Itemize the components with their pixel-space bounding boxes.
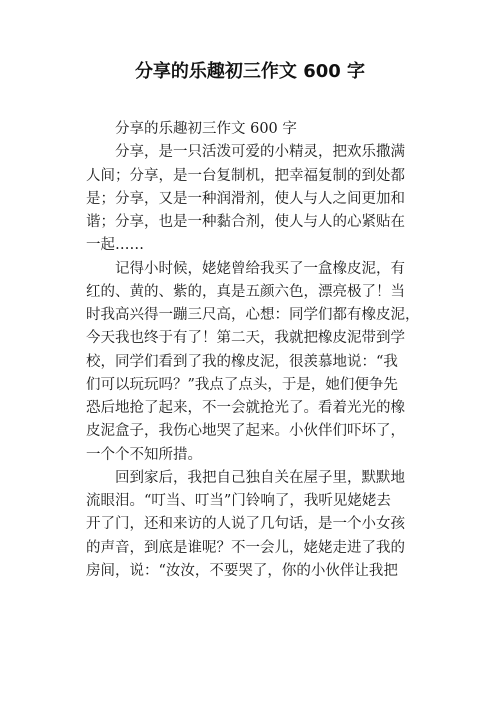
essay-body bbox=[86, 118, 426, 583]
document-title: 分享的乐趣初三作文 600 字 bbox=[134, 61, 366, 82]
text-line: 皮泥盒子，我伤心地哭了起来。小伙伴们吓坏了， bbox=[86, 423, 405, 440]
text-line: 校，同学们看到了我的橡皮泥，很羡慕地说：“我 bbox=[86, 353, 398, 370]
text-line: 红的、黄的、紫的，真是五颜六色，漂亮极了！当 bbox=[86, 283, 405, 300]
text-line: 时我高兴得一蹦三尺高，心想：同学们都有橡皮泥， bbox=[86, 307, 420, 323]
text-line: 记得小时候，姥姥曾给我买了一盒橡皮泥，有 bbox=[115, 260, 405, 277]
text-line: 流眼泪。“叮当、叮当”门铃响了，我听见姥姥去 bbox=[86, 493, 391, 509]
text-line: 人间；分享，是一台复制机，把幸福复制的到处都 bbox=[86, 167, 405, 184]
text-line: 的声音，到底是谁呢？不一会儿，姥姥走进了我的 bbox=[86, 539, 405, 556]
text-line: 开了门，还和来访的人说了几句话，是一个小女孩 bbox=[86, 516, 405, 533]
text-line: 一个个不知所措。 bbox=[86, 446, 202, 463]
text-line: 一起…… bbox=[86, 237, 144, 254]
text-line: 谐；分享，也是一种黏合剂，使人与人的心紧贴在 bbox=[86, 214, 405, 230]
text-line: 是；分享，又是一种润滑剂，使人与人之间更加和 bbox=[86, 190, 405, 207]
text-line: 们可以玩玩吗？”我点了点头，于是，她们便争先 bbox=[86, 376, 398, 393]
text-line: 恐后地抢了起来，不一会就抢光了。看着光光的橡 bbox=[86, 400, 405, 416]
text-line: 回到家后，我把自己独自关在屋子里，默默地 bbox=[115, 469, 405, 486]
text-line: 今天我也终于有了！第二天，我就把橡皮泥带到学 bbox=[86, 330, 405, 347]
text-line: 分享的乐趣初三作文 600 字 bbox=[115, 121, 297, 137]
text-line: 分享，是一只活泼可爱的小精灵，把欢乐撒满 bbox=[115, 144, 405, 161]
text-line: 房间，说：“汝汝，不要哭了，你的小伙伴让我把 bbox=[86, 562, 398, 579]
